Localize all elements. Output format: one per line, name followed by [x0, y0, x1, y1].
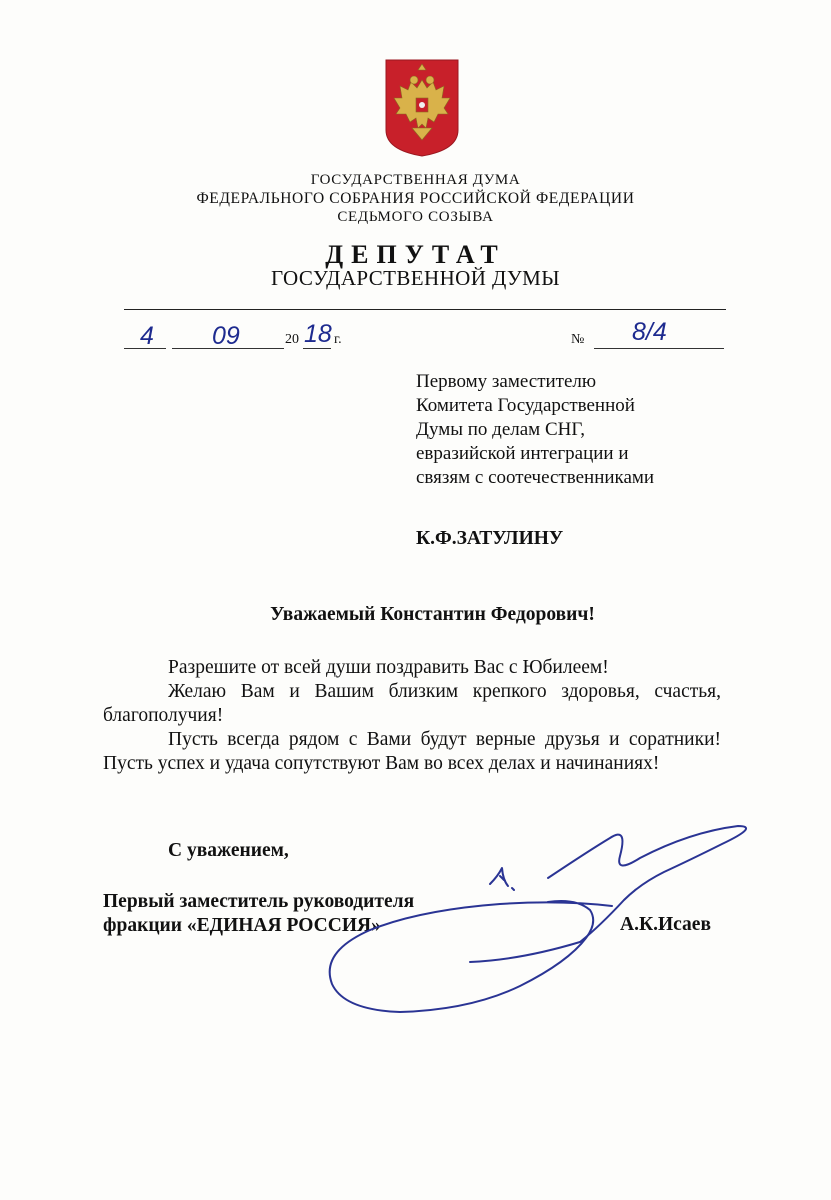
- addressee-name: К.Ф.ЗАТУЛИНУ: [416, 528, 564, 549]
- addressee-block: [416, 370, 654, 490]
- closing: С уважением,: [168, 840, 289, 861]
- letterhead-title: ДЕПУТАТ: [325, 240, 506, 269]
- signer-name: А.К.Исаев: [620, 914, 711, 935]
- number-label: №: [571, 332, 585, 347]
- addressee-line: связям с соотечественниками: [416, 467, 655, 488]
- year-unit: г.: [334, 332, 342, 347]
- letter-body: [103, 656, 721, 776]
- body-paragraph: Пусть всегда рядом с Вами будут верные друзья и соратники! Пусть успех и удача сопутствуют Вам во всех делах и начинаниях!: [103, 729, 721, 774]
- date-number-row: [0, 318, 831, 352]
- year-handwritten: 18: [304, 320, 332, 348]
- addressee-line: Первому заместителю: [416, 371, 597, 392]
- body-paragraph: Разрешите от всей души поздравить Вас с Юбилеем!: [168, 657, 609, 678]
- position-line: фракции «ЕДИНАЯ РОССИЯ»: [103, 915, 381, 936]
- salutation: Уважаемый Константин Федорович!: [270, 604, 595, 625]
- addressee-line: евразийской интеграции и: [416, 443, 629, 464]
- addressee-line: Думы по делам СНГ,: [416, 419, 585, 440]
- position-line: Первый заместитель руководителя: [103, 891, 415, 912]
- number-handwritten: 8/4: [632, 318, 667, 346]
- day-handwritten: 4: [140, 322, 154, 350]
- org-line-2: ФЕДЕРАЛЬНОГО СОБРАНИЯ РОССИЙСКОЙ ФЕДЕРАЦИИ: [196, 190, 635, 207]
- body-paragraph: Желаю Вам и Вашим близким крепкого здоровья, счастья, благополучия!: [103, 681, 721, 726]
- russian-coat-of-arms-icon: [384, 58, 460, 158]
- letterhead-subtitle: ГОСУДАРСТВЕННОЙ ДУМЫ: [271, 266, 560, 290]
- org-line-3: СЕДЬМОГО СОЗЫВА: [337, 209, 494, 225]
- year-prefix: 20: [285, 332, 299, 347]
- header-divider: [124, 309, 726, 310]
- signer-position: [103, 890, 414, 938]
- addressee-line: Комитета Государственной: [416, 395, 635, 416]
- org-line-1: ГОСУДАРСТВЕННАЯ ДУМА: [310, 172, 521, 188]
- month-handwritten: 09: [212, 322, 240, 350]
